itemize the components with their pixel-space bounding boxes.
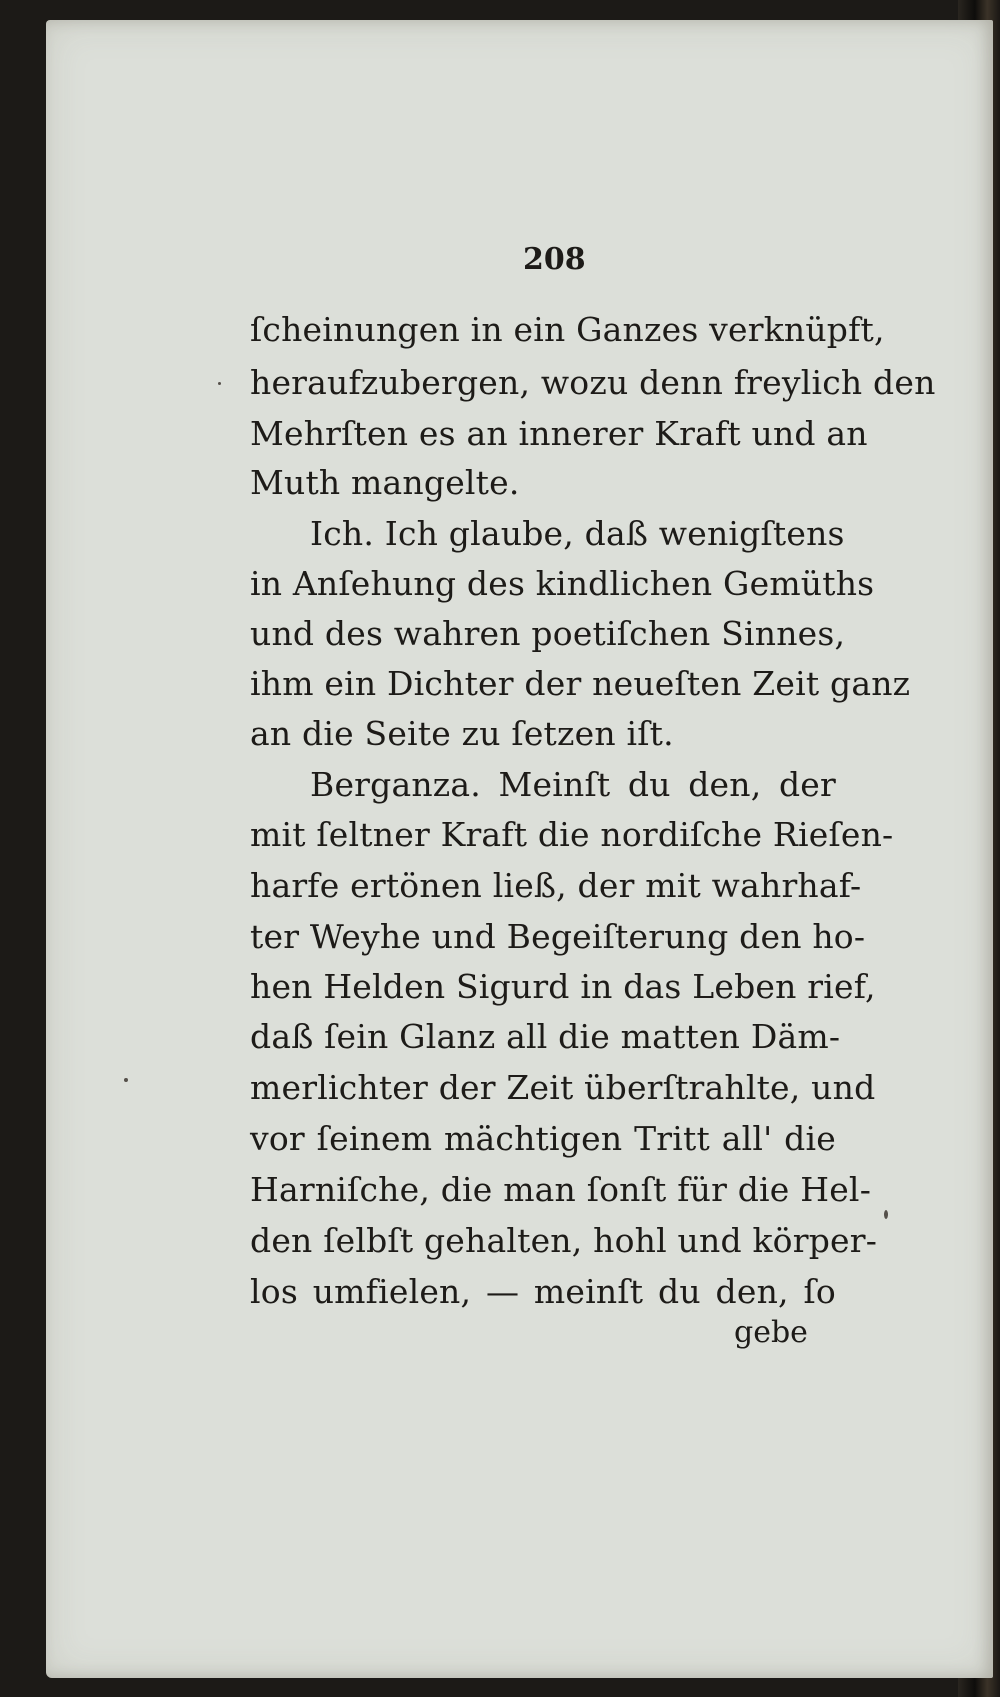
text-line: merlichter der Zeit überſtrahlte, und — [250, 1068, 876, 1107]
text-line: Berganza. Meinſt du den, der — [310, 765, 836, 804]
text-line: den ſelbſt gehalten, hohl und körper- — [250, 1221, 878, 1260]
text-line: heraufzubergen, wozu denn freylich den — [250, 363, 936, 402]
text-line: vor ſeinem mächtigen Tritt all' die — [250, 1119, 836, 1158]
text-line: mit ſeltner Kraft die nordiſche Rieſen- — [250, 815, 894, 854]
text-line: in Anſehung des kindlichen Gemüths — [250, 564, 875, 603]
text-line: Harniſche, die man ſonſt für die Hel- — [250, 1170, 872, 1209]
text-line: Mehrſten es an innerer Kraft und an — [250, 414, 868, 453]
text-line: daß ſein Glanz all die matten Däm- — [250, 1017, 841, 1056]
text-line: Muth mangelte. — [250, 463, 520, 502]
text-line: los umfielen, — meinſt du den, ſo — [250, 1272, 836, 1311]
catchword: gebe — [734, 1315, 808, 1350]
text-line: Ich. Ich glaube, daß wenigſtens — [310, 514, 845, 553]
text-line: hen Helden Sigurd in das Leben rief, — [250, 967, 876, 1006]
text-line: und des wahren poetiſchen Sinnes, — [250, 614, 846, 653]
text-line: ihm ein Dichter der neueſten Zeit ganz — [250, 664, 911, 703]
text-line: harfe ertönen ließ, der mit wahrhaf- — [250, 866, 862, 905]
text-line: ter Weyhe und Begeiſterung den ho- — [250, 917, 866, 956]
text-line: an die Seite zu ſetzen iſt. — [250, 714, 674, 753]
page-number: 208 — [523, 242, 586, 277]
text-line: ſcheinungen in ein Ganzes verknüpft, — [250, 310, 885, 349]
